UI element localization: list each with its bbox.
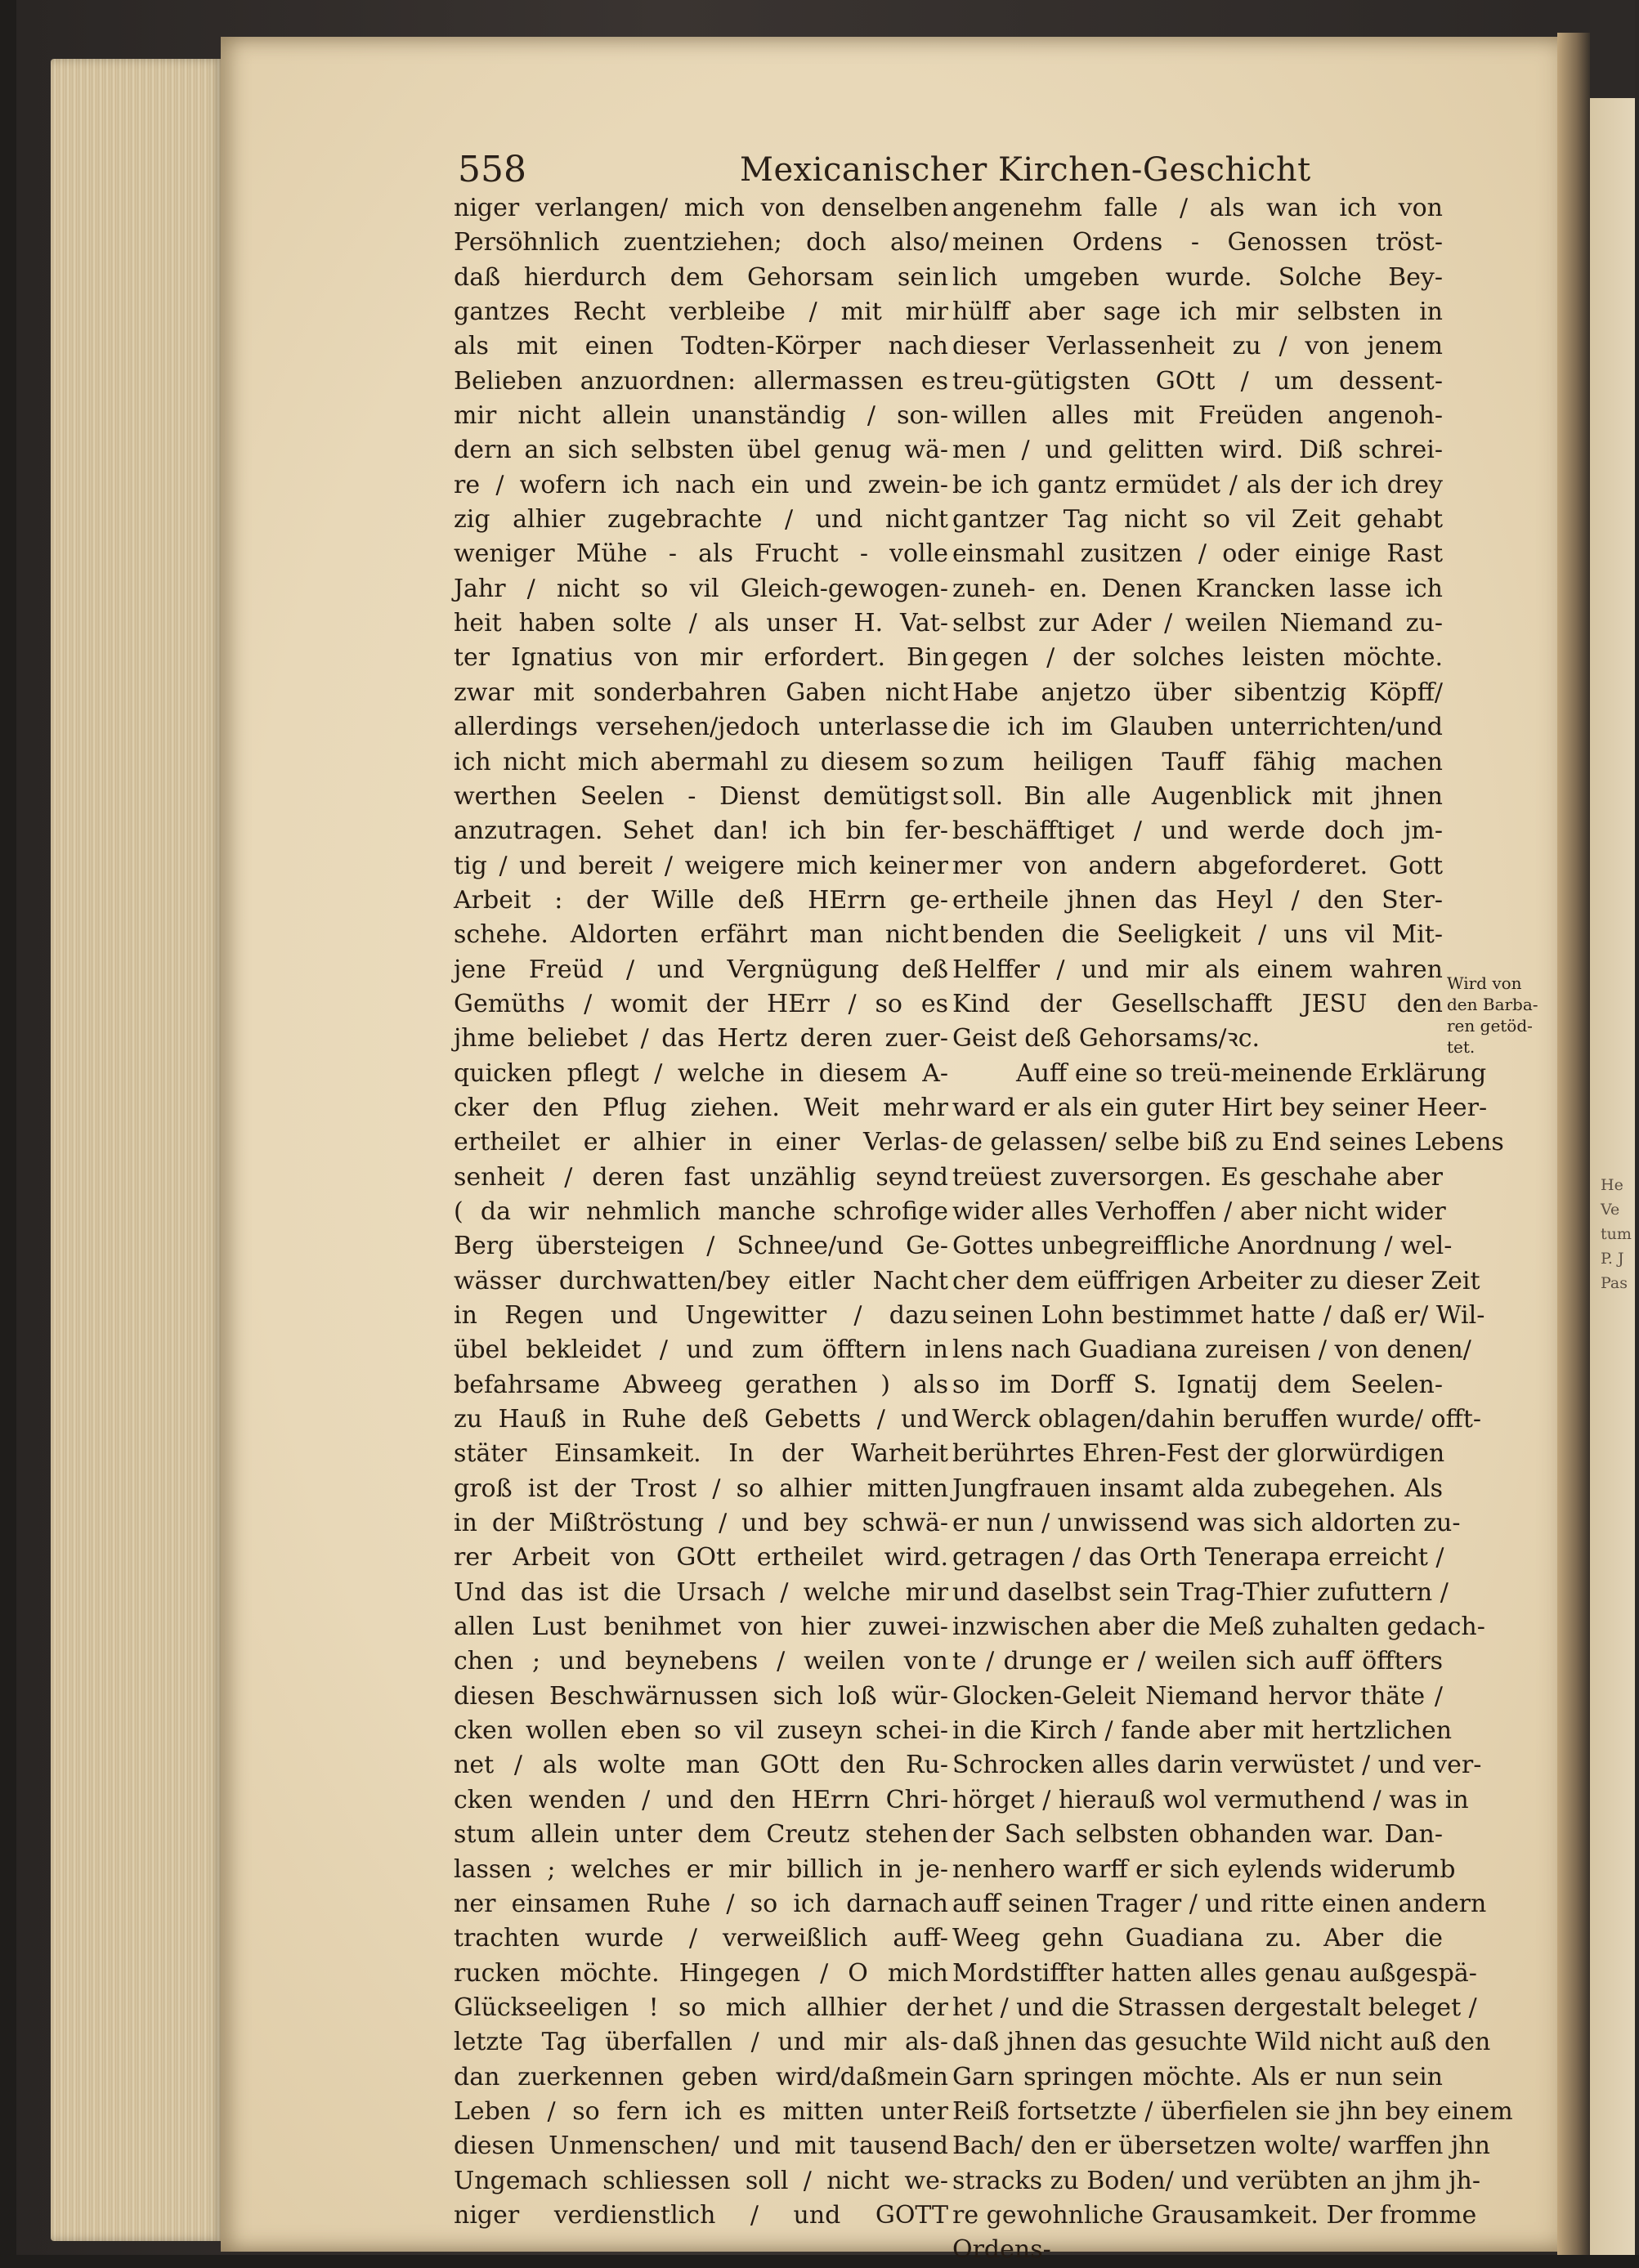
text-line: ward er als ein guter Hirt bey seiner Heer- — [952, 1093, 1488, 1122]
text-line: ter Ignatius von mir erfordert. Bin — [454, 643, 948, 673]
text-line: wässer durchwatten/bey eitler Nacht — [454, 1266, 948, 1295]
text-line: chen ; und beynebens / weilen von — [454, 1647, 948, 1676]
text-line: niger verlangen/ mich von denselben — [454, 194, 948, 222]
left-text-column — [454, 191, 948, 2233]
text-line: allerdings versehen/jedoch unterlasse — [454, 713, 948, 742]
text-line: anzutragen. Sehet dan! ich bin fer- — [454, 816, 948, 846]
text-line: benden die Seeligkeit / uns vil Mit- — [952, 920, 1443, 950]
text-line: daß hierdurch dem Gehorsam sein — [454, 262, 948, 292]
text-line: dieser Verlassenheit zu / von jenem — [952, 332, 1443, 361]
text-line: berührtes Ehren-Fest der glorwürdigen — [952, 1439, 1445, 1469]
text-line: weniger Mühe - als Frucht - volle — [454, 539, 948, 569]
text-line: de gelassen/ selbe biß zu End seines Lebens — [952, 1128, 1504, 1157]
text-line: Garn springen möchte. Als er nun sein — [952, 2062, 1443, 2091]
facing-page-strip — [1590, 0, 1635, 2255]
facing-page-fragment: P. J — [1601, 1250, 1624, 1268]
text-line: treüest zuversorgen. Es geschahe aber — [952, 1162, 1443, 1192]
text-line: Ungemach schliessen soll / nicht we- — [454, 2166, 948, 2195]
facing-page-shadow — [1590, 0, 1635, 98]
text-line: werthen Seelen - Dienst demütigst — [454, 781, 948, 811]
page-edges — [51, 59, 222, 2241]
text-line: gantzer Tag nicht so vil Zeit gehabt — [952, 505, 1443, 535]
text-line: in der Mißtröstung / und bey schwä- — [454, 1509, 948, 1538]
text-line: übel bekleidet / und zum öfftern in — [454, 1335, 948, 1365]
text-line: heit haben solte / als unser H. Vat- — [454, 609, 948, 638]
text-line: het / und die Strassen dergestalt beleget / — [952, 1993, 1477, 2022]
text-line: treu-gütigsten GOtt / um dessent- — [952, 366, 1443, 396]
text-line: als mit einen Todten-Körper nach — [454, 332, 948, 361]
text-line: dan zuerkennen geben wird/daßmein — [454, 2062, 948, 2091]
text-line: te / drunge er / weilen sich auff öffters — [952, 1647, 1443, 1676]
marginal-note-line: den Barba- — [1447, 995, 1538, 1014]
text-line: Kind der Gesellschafft JESU den — [952, 989, 1443, 1018]
text-line: diesen Unmenschen/ und mit tausend — [454, 2132, 948, 2161]
marginal-note-line: ren getöd- — [1447, 1016, 1533, 1036]
text-line: zum heiligen Tauff fähig machen — [952, 747, 1443, 776]
text-line: inzwischen aber die Meß zuhalten gedach- — [952, 1613, 1485, 1642]
text-line: er nun / unwissend was sich aldorten zu- — [952, 1509, 1461, 1538]
text-line: Werck oblagen/dahin beruffen wurde/ offt- — [952, 1405, 1482, 1434]
text-line: willen alles mit Freüden angenoh- — [952, 401, 1443, 431]
text-line: gegen / der solches leisten möchte. — [952, 643, 1443, 673]
text-line: mer von andern abgeforderet. Gott — [952, 851, 1443, 880]
text-line: die ich im Glauben unterrichten/und — [952, 713, 1443, 742]
text-line: letzte Tag überfallen / und mir als- — [454, 2028, 948, 2057]
text-line: Jungfrauen insamt alda zubegehen. Als — [952, 1474, 1443, 1503]
text-line: Belieben anzuordnen: allermassen es — [454, 366, 948, 396]
text-line: ich nicht mich abermahl zu diesem so — [454, 747, 948, 776]
text-line: soll. Bin alle Augenblick mit jhnen — [952, 781, 1443, 811]
text-line: jene Freüd / und Vergnügung deß — [454, 955, 948, 984]
text-line: diesen Beschwärnussen sich loß wür- — [454, 1681, 948, 1711]
text-line: re / wofern ich nach ein und zwein- — [454, 470, 948, 499]
text-line: lens nach Guadiana zureisen / von denen/ — [952, 1335, 1471, 1365]
text-line: zu Hauß in Ruhe deß Gebetts / und — [454, 1405, 948, 1434]
text-line: Reiß fortsetzte / überfielen sie jhn bey einem — [952, 2096, 1513, 2126]
text-line: Geist deß Gehorsams/ꝛc. — [952, 1024, 1261, 1053]
facing-page-fragment: Pas — [1601, 1274, 1628, 1292]
facing-page-text — [1601, 1173, 1635, 1295]
text-line: Ordens- — [952, 2235, 1051, 2265]
text-line: net / als wolte man GOtt den Ru- — [454, 1751, 948, 1780]
text-line: getragen / das Orth Tenerapa erreicht / — [952, 1543, 1444, 1572]
text-line: hülff aber sage ich mir selbsten in — [952, 297, 1443, 327]
text-line: cken wenden / und den HErrn Chri- — [454, 1785, 948, 1814]
text-line: der Sach selbsten obhanden war. Dan- — [952, 1820, 1443, 1850]
text-line: quicken pflegt / welche in diesem A- — [454, 1058, 948, 1088]
text-line: zuneh- en. Denen Krancken lasse ich — [952, 574, 1443, 603]
text-line: Bach/ den er übersetzen wolte/ warffen jhn — [952, 2132, 1490, 2161]
text-line: rucken möchte. Hingegen / O mich — [454, 1958, 948, 1988]
text-line: Mordstiffter hatten alles genau außgespä- — [952, 1958, 1477, 1988]
text-line: befahrsame Abweeg gerathen ) als — [454, 1370, 948, 1399]
text-line: jhme beliebet / das Hertz deren zuer- — [454, 1024, 948, 1053]
text-line: ner einsamen Ruhe / so ich darnach — [454, 1889, 948, 1918]
text-line: Jahr / nicht so vil Gleich-gewogen- — [454, 574, 948, 603]
text-line: angenehm falle / als wan ich von — [952, 194, 1443, 222]
text-line: auff seinen Trager / und ritte einen andern — [952, 1889, 1487, 1918]
text-line: gantzes Recht verbleibe / mit mir — [454, 297, 948, 327]
text-line: wider alles Verhoffen / aber nicht wider — [952, 1197, 1446, 1226]
text-line: tig / und bereit / weigere mich keiner — [454, 851, 948, 880]
text-line: seinen Lohn bestimmet hatte / daß er/ Wil- — [952, 1301, 1485, 1330]
facing-page-fragment: Ve — [1601, 1201, 1620, 1219]
marginal-note-line: tet. — [1447, 1037, 1476, 1057]
text-line: so im Dorff S. Ignatij dem Seelen- — [952, 1370, 1443, 1399]
text-line: niger verdienstlich / und GOTT — [454, 2200, 948, 2230]
text-line: und daselbst sein Trag-Thier zufuttern / — [952, 1577, 1449, 1607]
page-number: 558 — [458, 149, 526, 190]
text-line: lich umgeben wurde. Solche Bey- — [952, 262, 1443, 292]
text-line: nenhero warff er sich eylends widerumb — [952, 1854, 1456, 1884]
text-line: stracks zu Boden/ und verübten an jhm jh- — [952, 2166, 1481, 2195]
text-line: zig alhier zugebrachte / und nicht — [454, 505, 948, 535]
text-line: schehe. Aldorten erfährt man nicht — [454, 920, 948, 950]
text-line: Weeg gehn Guadiana zu. Aber die — [952, 1924, 1443, 1953]
text-line: Glocken-Geleit Niemand hervor thäte / — [952, 1681, 1443, 1711]
page-header — [458, 145, 1439, 195]
text-line: Persöhnlich zuentziehen; doch also/ — [454, 228, 948, 257]
text-line: dern an sich selbsten übel genug wä- — [454, 436, 948, 465]
text-line: zwar mit sonderbahren Gaben nicht — [454, 678, 948, 707]
facing-page-fragment: He — [1601, 1176, 1623, 1194]
text-line: ertheilet er alhier in einer Verlas- — [454, 1128, 948, 1157]
text-line: rer Arbeit von GOtt ertheilet wird. — [454, 1543, 948, 1572]
text-line: in Regen und Ungewitter / dazu — [454, 1301, 948, 1330]
text-line: senheit / deren fast unzählig seynd — [454, 1162, 948, 1192]
text-line: Habe anjetzo über sibentzig Köpff/ — [952, 678, 1443, 707]
text-line: Und das ist die Ursach / welche mir — [454, 1577, 948, 1607]
text-line: einsmahl zusitzen / oder einige Rast — [952, 539, 1443, 569]
text-line: be ich gantz ermüdet / als der ich drey — [952, 470, 1443, 499]
text-line: ertheile jhnen das Heyl / den Ster- — [952, 885, 1443, 915]
text-line: Arbeit : der Wille deß HErrn ge- — [454, 885, 948, 915]
text-line: stäter Einsamkeit. In der Warheit — [454, 1439, 948, 1469]
text-line: beschäfftiget / und werde doch jm- — [952, 816, 1443, 846]
text-line: Glückseeligen ! so mich allhier der — [454, 1993, 948, 2022]
text-line: Berg übersteigen / Schnee/und Ge- — [454, 1232, 948, 1261]
text-line: Schrocken alles darin verwüstet / und ver- — [952, 1751, 1482, 1780]
text-line: Gottes unbegreiffliche Anordnung / wel- — [952, 1232, 1453, 1261]
text-line: trachten wurde / verweißlich auff- — [454, 1924, 948, 1953]
text-line: re gewohnliche Grausamkeit. Der fromme — [952, 2200, 1477, 2230]
book-gutter — [1557, 33, 1590, 2255]
text-line: hörget / hierauß wol vermuthend / was in — [952, 1785, 1469, 1814]
text-line: stum allein unter dem Creutz stehen — [454, 1820, 948, 1850]
text-line: groß ist der Trost / so alhier mitten — [454, 1474, 948, 1503]
text-line: Helffer / und mir als einem wahren — [952, 955, 1443, 984]
text-line: cker den Pflug ziehen. Weit mehr — [454, 1093, 948, 1122]
marginal-note — [1447, 973, 1545, 1058]
text-line: lassen ; welches er mir billich in je- — [454, 1854, 948, 1884]
facing-page-fragment: tum — [1601, 1225, 1632, 1243]
text-line: Auff eine so treü-meinende Erklärung — [1016, 1058, 1487, 1088]
text-line: daß jhnen das gesuchte Wild nicht auß den — [952, 2028, 1491, 2057]
text-line: selbst zur Ader / weilen Niemand zu- — [952, 609, 1443, 638]
marginal-note-line: Wird von — [1447, 973, 1522, 993]
running-title: Mexicanischer Kirchen-Geschicht — [740, 151, 1311, 189]
text-line: ( da wir nehmlich manche schrofige — [454, 1197, 948, 1226]
text-line: cken wollen eben so vil zuseyn schei- — [454, 1716, 948, 1746]
text-line: cher dem eüffrigen Arbeiter zu dieser Zeit — [952, 1266, 1480, 1295]
text-line: mir nicht allein unanständig / son- — [454, 401, 948, 431]
text-line: meinen Ordens - Genossen tröst- — [952, 228, 1443, 257]
text-line: Leben / so fern ich es mitten unter — [454, 2096, 948, 2126]
text-line: Gemüths / womit der HErr / so es — [454, 989, 948, 1018]
text-line: allen Lust benihmet von hier zuwei- — [454, 1613, 948, 1642]
text-line: in die Kirch / fande aber mit hertzlichen — [952, 1716, 1453, 1746]
text-line: men / und gelitten wird. Diß schrei- — [952, 436, 1443, 465]
